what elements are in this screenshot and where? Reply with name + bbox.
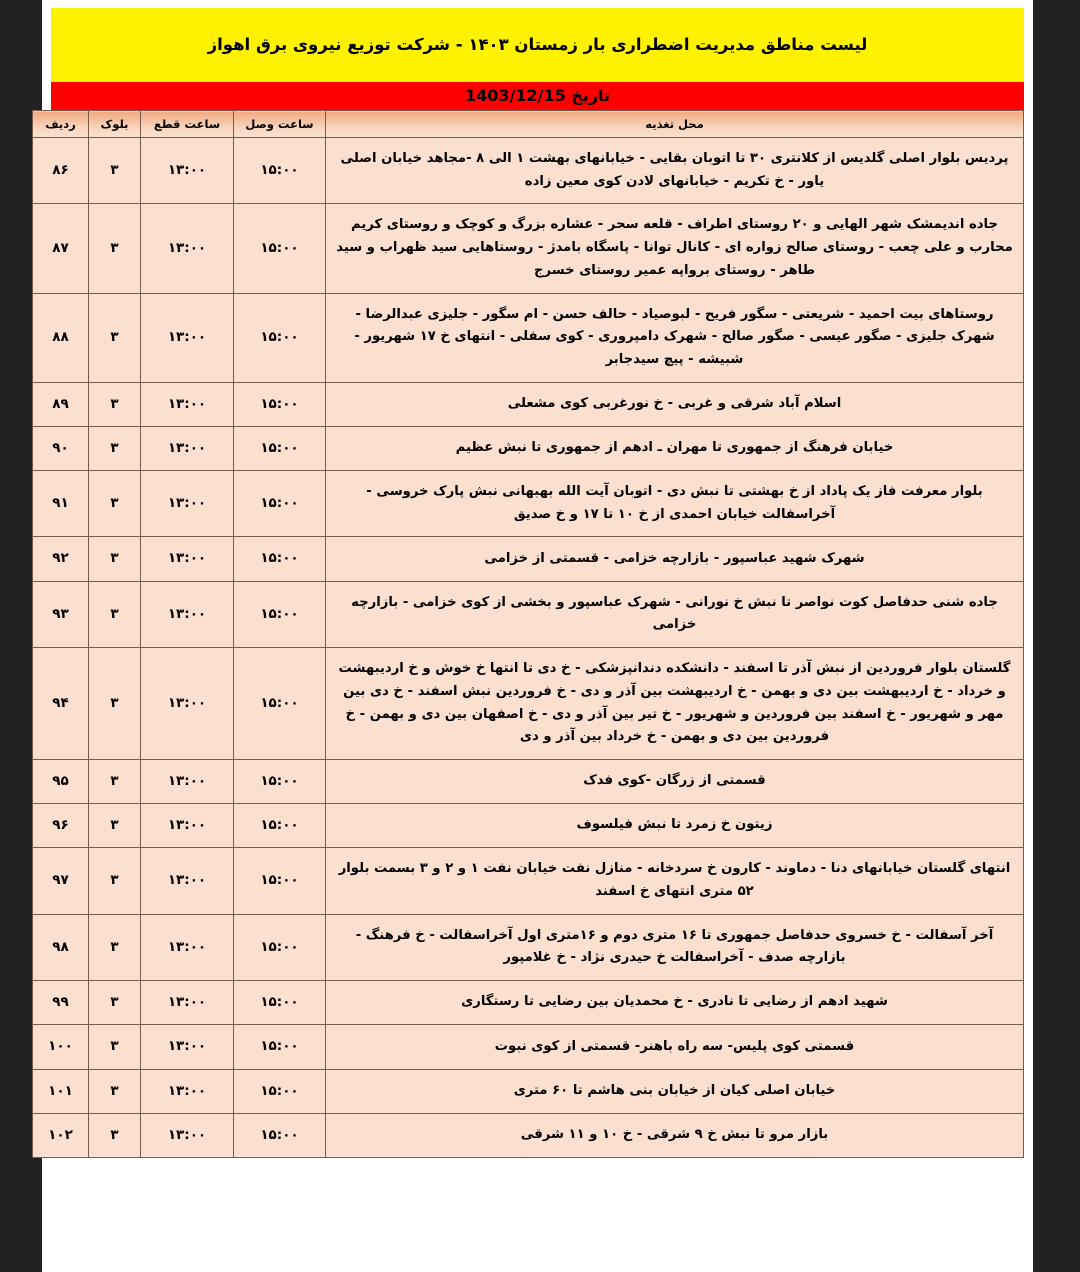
cell-index: ۹۴ [33, 648, 89, 760]
column-header-restore-time: ساعت وصل [234, 111, 326, 138]
cell-location: شهرک شهید عباسپور - بازارچه خزامی - قسمتی از خزامی [326, 537, 1024, 581]
table-row [33, 537, 1024, 581]
cell-outage-time: ۱۳:۰۰ [141, 537, 234, 581]
cell-location: پردیس بلوار اصلی گلدیس از کلانتری ۳۰ تا اتوبان بقایی - خیابانهای بهشت ۱ الی ۸ -مجاهد خیابان اصلی یاور - خ تکریم - خیابانهای لادن کوی معین زاده [326, 138, 1024, 204]
cell-index: ۹۳ [33, 581, 89, 647]
cell-index: ۸۸ [33, 293, 89, 382]
document-sheet [42, 0, 1033, 1272]
cell-block: ۳ [89, 848, 141, 914]
cell-index: ۸۹ [33, 382, 89, 426]
cell-restore-time: ۱۵:۰۰ [234, 848, 326, 914]
cell-location: اسلام آباد شرقی و غربی - خ نورغربی کوی مشعلی [326, 382, 1024, 426]
document-bottom-margin [51, 1158, 1024, 1180]
cell-location: قسمتی کوی پلیس- سه راه باهنر- قسمتی از کوی نبوت [326, 1025, 1024, 1069]
table-row [33, 293, 1024, 382]
cell-restore-time: ۱۵:۰۰ [234, 471, 326, 537]
table-row [33, 426, 1024, 470]
cell-restore-time: ۱۵:۰۰ [234, 204, 326, 293]
cell-index: ۱۰۲ [33, 1113, 89, 1157]
cell-restore-time: ۱۵:۰۰ [234, 981, 326, 1025]
cell-index: ۸۷ [33, 204, 89, 293]
cell-location: انتهای گلستان خیابانهای دنا - دماوند - کارون خ سردخانه - منازل نفت خیابان نفت ۱ و ۲ و ۳ بسمت بلوار ۵۲ متری انتهای خ اسفند [326, 848, 1024, 914]
cell-restore-time: ۱۵:۰۰ [234, 1113, 326, 1157]
cell-outage-time: ۱۳:۰۰ [141, 471, 234, 537]
table-header-row [33, 111, 1024, 138]
cell-location: بلوار معرفت فاز یک پاداد از خ بهشتی تا نبش دی - اتوبان آیت الله بهبهانی نبش پارک خروسی - آخراسفالت خیابان احمدی از خ ۱۰ تا ۱۷ و خ صدیق [326, 471, 1024, 537]
cell-location: گلستان بلوار فروردین از نبش آذر تا اسفند - دانشکده دندانپزشکی - خ دی تا انتها خ خوش و خ اردیبهشت و خرداد - خ اردیبهشت بین دی و بهمن - خ اردیبهشت بین آذر و دی - خ فروردین نبش اسفند - خ دی بین مهر و شهریور - خ اسفند بین فروردین و شهریور - خ تیر بین آذر و دی - خ اصفهان بین دی و بهمن - خ فروردین بین دی و بهمن - خ خرداد بین آذر و دی [326, 648, 1024, 760]
cell-block: ۳ [89, 914, 141, 980]
document-date-banner [51, 82, 1024, 110]
outage-schedule-document [45, 8, 1024, 1180]
cell-index: ۹۷ [33, 848, 89, 914]
cell-index: ۹۰ [33, 426, 89, 470]
cell-outage-time: ۱۳:۰۰ [141, 1113, 234, 1157]
cell-location: جاده شنی حدفاصل کوت نواصر تا نبش خ نورانی - شهرک عباسپور و بخشی از کوی خزامی - بازارچه خزامی [326, 581, 1024, 647]
cell-restore-time: ۱۵:۰۰ [234, 914, 326, 980]
table-row [33, 981, 1024, 1025]
cell-restore-time: ۱۵:۰۰ [234, 426, 326, 470]
cell-block: ۳ [89, 1113, 141, 1157]
cell-location: روستاهای بیت احمید - شریعتی - سگور فریح - لبوصیاد - حالف حسن - ام سگور - جلیزی عبدالرضا - شهرک جلیزی - صگور عیسی - صگور صالح - شهرک دامپروری - کوی سفلی - انتهای خ ۱۷ شهریور - شبیشه - پیچ سیدجابر [326, 293, 1024, 382]
table-row [33, 204, 1024, 293]
cell-index: ۹۵ [33, 759, 89, 803]
cell-restore-time: ۱۵:۰۰ [234, 293, 326, 382]
cell-block: ۳ [89, 426, 141, 470]
cell-index: ۹۲ [33, 537, 89, 581]
cell-block: ۳ [89, 648, 141, 760]
table-row [33, 382, 1024, 426]
cell-block: ۳ [89, 138, 141, 204]
cell-restore-time: ۱۵:۰۰ [234, 648, 326, 760]
cell-outage-time: ۱۳:۰۰ [141, 138, 234, 204]
cell-outage-time: ۱۳:۰۰ [141, 1025, 234, 1069]
table-row [33, 648, 1024, 760]
table-row [33, 1025, 1024, 1069]
cell-location: بازار مرو تا نبش خ ۹ شرقی - خ ۱۰ و ۱۱ شرقی [326, 1113, 1024, 1157]
cell-restore-time: ۱۵:۰۰ [234, 138, 326, 204]
cell-outage-time: ۱۳:۰۰ [141, 648, 234, 760]
cell-restore-time: ۱۵:۰۰ [234, 581, 326, 647]
cell-outage-time: ۱۳:۰۰ [141, 426, 234, 470]
table-row [33, 848, 1024, 914]
cell-outage-time: ۱۳:۰۰ [141, 382, 234, 426]
table-row [33, 804, 1024, 848]
cell-restore-time: ۱۵:۰۰ [234, 804, 326, 848]
cell-restore-time: ۱۵:۰۰ [234, 1069, 326, 1113]
cell-block: ۳ [89, 293, 141, 382]
column-header-block: بلوک [89, 111, 141, 138]
table-row [33, 581, 1024, 647]
cell-outage-time: ۱۳:۰۰ [141, 204, 234, 293]
table-body [33, 138, 1024, 1158]
cell-restore-time: ۱۵:۰۰ [234, 1025, 326, 1069]
table-row [33, 759, 1024, 803]
cell-outage-time: ۱۳:۰۰ [141, 759, 234, 803]
cell-location: خیابان فرهنگ از جمهوری تا مهران ـ ادهم از جمهوری تا نبش عظیم [326, 426, 1024, 470]
cell-outage-time: ۱۳:۰۰ [141, 981, 234, 1025]
cell-location: آخر آسفالت - خ خسروی حدفاصل جمهوری تا ۱۶ متری دوم و ۱۶متری اول آخراسفالت - خ فرهنگ - بازارچه صدف - آخراسفالت خ حیدری نژاد - خ غلامپور [326, 914, 1024, 980]
cell-index: ۹۸ [33, 914, 89, 980]
cell-block: ۳ [89, 1025, 141, 1069]
cell-restore-time: ۱۵:۰۰ [234, 537, 326, 581]
table-row [33, 1069, 1024, 1113]
cell-block: ۳ [89, 981, 141, 1025]
cell-outage-time: ۱۳:۰۰ [141, 914, 234, 980]
document-title-banner [51, 8, 1024, 82]
cell-block: ۳ [89, 759, 141, 803]
cell-block: ۳ [89, 537, 141, 581]
cell-index: ۹۹ [33, 981, 89, 1025]
cell-index: ۸۶ [33, 138, 89, 204]
cell-block: ۳ [89, 804, 141, 848]
table-header [33, 111, 1024, 138]
table-row [33, 914, 1024, 980]
table-row [33, 138, 1024, 204]
cell-block: ۳ [89, 1069, 141, 1113]
cell-restore-time: ۱۵:۰۰ [234, 759, 326, 803]
table-row [33, 471, 1024, 537]
schedule-date: تاریخ 1403/12/15 [464, 86, 611, 105]
cell-outage-time: ۱۳:۰۰ [141, 293, 234, 382]
cell-location: شهید ادهم از رضایی تا نادری - خ محمدیان بین رضایی تا رستگاری [326, 981, 1024, 1025]
cell-outage-time: ۱۳:۰۰ [141, 804, 234, 848]
cell-block: ۳ [89, 382, 141, 426]
column-header-index: ردیف [33, 111, 89, 138]
cell-index: ۹۶ [33, 804, 89, 848]
page-title: لیست مناطق مدیریت اضطراری بار زمستان ۱۴۰۳ - شرکت توزیع نیروی برق اهواز [207, 35, 868, 55]
cell-location: زیتون خ زمرد تا نبش فیلسوف [326, 804, 1024, 848]
table-row [33, 1113, 1024, 1157]
cell-location: خیابان اصلی کیان از خیابان بنی هاشم تا ۶۰ متری [326, 1069, 1024, 1113]
cell-block: ۳ [89, 204, 141, 293]
cell-outage-time: ۱۳:۰۰ [141, 848, 234, 914]
cell-block: ۳ [89, 471, 141, 537]
cell-restore-time: ۱۵:۰۰ [234, 382, 326, 426]
cell-location: قسمتی از زرگان -کوی فدک [326, 759, 1024, 803]
cell-index: ۹۱ [33, 471, 89, 537]
cell-outage-time: ۱۳:۰۰ [141, 1069, 234, 1113]
outage-schedule-table [32, 110, 1024, 1158]
cell-block: ۳ [89, 581, 141, 647]
cell-index: ۱۰۰ [33, 1025, 89, 1069]
cell-outage-time: ۱۳:۰۰ [141, 581, 234, 647]
cell-location: جاده اندیمشک شهر الهایی و ۲۰ روستای اطراف - قلعه سحر - عشاره بزرگ و کوچک و روستای کریم محارب و علی چعب - روستای صالح زواره ای - کانال توانا - پاسگاه بامدژ - روستاهایی سید ظهراب و سید طاهر - روستای برواپه عمیر روستای خسرج [326, 204, 1024, 293]
column-header-outage-time: ساعت قطع [141, 111, 234, 138]
column-header-location: محل تغذیه [326, 111, 1024, 138]
cell-index: ۱۰۱ [33, 1069, 89, 1113]
